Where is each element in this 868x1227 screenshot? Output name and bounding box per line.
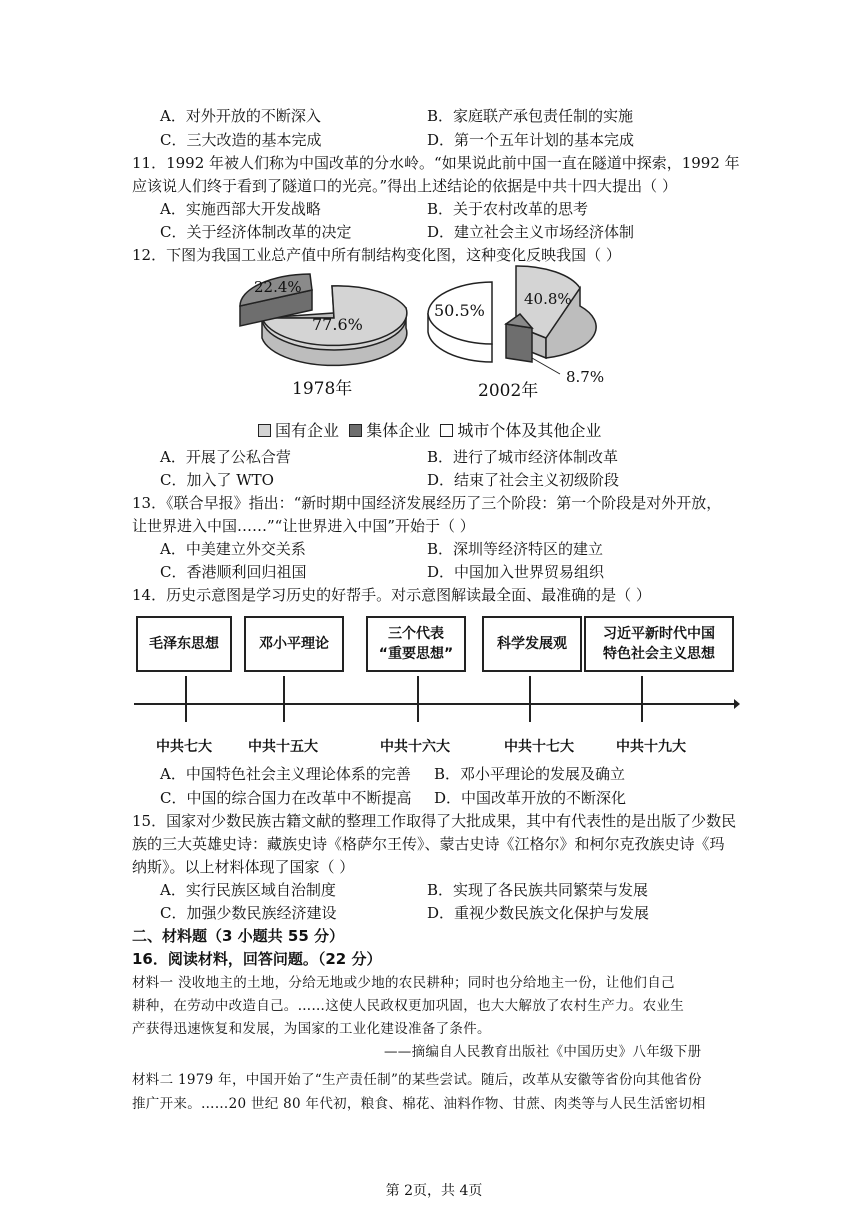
q13-option-c: C．香港顺利回归祖国 bbox=[160, 563, 307, 581]
timeline-box-deng bbox=[244, 616, 344, 672]
material1-line3: 产获得迅速恢复和发展，为国家的工业化建设准备了条件。 bbox=[132, 1021, 491, 1037]
q15-stem-line1: 15．国家对少数民族古籍文献的整理工作取得了大批成果，其中有代表性的是出版了少数民 bbox=[132, 812, 737, 830]
q14-option-d: D．中国改革开放的不断深化 bbox=[434, 789, 627, 807]
q10-option-a: A．对外开放的不断深入 bbox=[160, 107, 321, 125]
pie-legend bbox=[258, 418, 601, 441]
q14-option-c: C．中国的综合国力在改革中不断提高 bbox=[160, 789, 412, 807]
label-2002-private: 50.5% bbox=[434, 301, 485, 320]
legend-swatch-collective bbox=[349, 424, 362, 437]
label-2002-state: 40.8% bbox=[524, 290, 572, 308]
q15-stem-line3: 纳斯》。以上材料体现了国家（ ） bbox=[132, 858, 355, 876]
q13-option-b: B．深圳等经济特区的建立 bbox=[427, 540, 604, 558]
legend-private: 城市个体及其他企业 bbox=[457, 421, 602, 440]
q15-option-d: D．重视少数民族文化保护与发展 bbox=[427, 904, 650, 922]
label-1978-collective: 22.4% bbox=[254, 278, 302, 296]
q11-stem-line2: 应该说人们终于看到了隧道口的光亮。”得出上述结论的依据是中共十四大提出（ ） bbox=[132, 177, 677, 195]
timeline-box-xi-line1: 习近平新时代中国 bbox=[603, 626, 715, 642]
q12-option-b: B．进行了城市经济体制改革 bbox=[427, 448, 619, 466]
page-footer: 第 2页，共 4页 bbox=[385, 1183, 483, 1199]
q16-title: 16．阅读材料，回答问题。（22 分） bbox=[132, 950, 382, 968]
q13-option-d: D．中国加入世界贸易组织 bbox=[427, 563, 605, 581]
q13-stem-line1: 13．《联合早报》指出：“新时期中国经济发展经历了三个阶段：第一个阶段是对外开放， bbox=[132, 494, 722, 512]
q12-option-c: C．加入了 WTO bbox=[160, 471, 274, 489]
q11-option-b: B．关于农村改革的思考 bbox=[427, 200, 589, 218]
q12-option-a: A．开展了公私合营 bbox=[160, 448, 291, 466]
q15-option-c: C．加强少数民族经济建设 bbox=[160, 904, 337, 922]
congress-label-17: 中共十七大 bbox=[504, 739, 574, 755]
timeline-box-three-represents-line2: “重要思想” bbox=[378, 646, 454, 662]
congress-label-16: 中共十六大 bbox=[380, 739, 450, 755]
timeline-box-scientific-development-text: 科学发展观 bbox=[497, 636, 567, 652]
label-2002-collective: 8.7% bbox=[566, 368, 605, 386]
material1-source: ——摘编自人民教育出版社《中国历史》八年级下册 bbox=[384, 1044, 702, 1060]
q12-option-d: D．结束了社会主义初级阶段 bbox=[427, 471, 620, 489]
timeline-box-three-represents-line1: 三个代表 bbox=[388, 626, 444, 642]
timeline-box-xi-line2: 特色社会主义思想 bbox=[603, 646, 715, 662]
material2-line1: 材料二 1979 年，中国开始了“生产责任制”的某些尝试。随后，改革从安徽等省份向其他省份 bbox=[132, 1072, 702, 1088]
q10-option-d: D．第一个五年计划的基本完成 bbox=[427, 131, 635, 149]
legend-collective: 集体企业 bbox=[366, 421, 431, 440]
q13-option-a: A．中美建立外交关系 bbox=[160, 540, 306, 558]
congress-label-7: 中共七大 bbox=[156, 739, 212, 755]
timeline-box-mao-text: 毛泽东思想 bbox=[149, 636, 219, 652]
q10-option-c: C．三大改造的基本完成 bbox=[160, 131, 322, 149]
q11-option-c: C．关于经济体制改革的决定 bbox=[160, 223, 352, 241]
pie-chart-1978 bbox=[232, 268, 412, 398]
legend-swatch-private bbox=[440, 424, 453, 437]
timeline-axis bbox=[130, 672, 740, 732]
timeline-box-xi bbox=[584, 616, 734, 672]
q15-stem-line2: 族的三大英雄史诗：藏族史诗《格萨尔王传》、蒙古史诗《江格尔》和柯尔克孜族史诗《玛 bbox=[132, 835, 725, 853]
section-heading: 二、材料题（3 小题共 55 分） bbox=[132, 927, 344, 945]
q11-option-a: A．实施西部大开发战略 bbox=[160, 200, 321, 218]
q15-option-a: A．实行民族区域自治制度 bbox=[160, 881, 336, 899]
q15-option-b: B．实现了各民族共同繁荣与发展 bbox=[427, 881, 649, 899]
year-label-2002: 2002年 bbox=[478, 381, 539, 398]
timeline-box-mao bbox=[136, 616, 232, 672]
congress-label-19: 中共十九大 bbox=[616, 739, 686, 755]
congress-label-15: 中共十五大 bbox=[248, 739, 318, 755]
material2-line2: 推广开来。……20 世纪 80 年代初，粮食、棉花、油料作物、甘蔗、肉类等与人民生活密切相 bbox=[132, 1096, 706, 1112]
timeline-box-three-represents bbox=[366, 616, 466, 672]
timeline-box-deng-text: 邓小平理论 bbox=[259, 636, 329, 652]
material1-line1: 材料一 没收地主的土地，分给无地或少地的农民耕种；同时也分给地主一份，让他们自己 bbox=[132, 975, 675, 991]
pie-chart-2002 bbox=[420, 262, 620, 398]
material1-line2: 耕种，在劳动中改造自己。……这使人民政权更加巩固，也大大解放了农村生产力。农业生 bbox=[132, 998, 684, 1014]
q10-option-b: B．家庭联产承包责任制的实施 bbox=[427, 107, 634, 125]
q11-option-d: D．建立社会主义市场经济体制 bbox=[427, 223, 635, 241]
pie-2002-collective bbox=[506, 324, 532, 362]
q11-stem-line1: 11．1992 年被人们称为中国改革的分水岭。“如果说此前中国一直在隧道中探索，1992 年 bbox=[132, 154, 740, 172]
q12-stem: 12．下图为我国工业总产值中所有制结构变化图，这种变化反映我国（ ） bbox=[132, 246, 621, 264]
label-1978-state: 77.6% bbox=[312, 315, 363, 334]
q14-option-a: A．中国特色社会主义理论体系的完善 bbox=[160, 765, 411, 783]
q13-stem-line2: 让世界进入中国……”“让世界进入中国”开始于（ ） bbox=[132, 517, 475, 535]
timeline-diagram bbox=[130, 612, 740, 762]
year-label-1978: 1978年 bbox=[292, 379, 353, 398]
legend-swatch-state bbox=[258, 424, 271, 437]
q14-option-b: B．邓小平理论的发展及确立 bbox=[434, 765, 626, 783]
timeline-box-scientific-development bbox=[482, 616, 582, 672]
legend-state: 国有企业 bbox=[275, 421, 340, 440]
q14-stem: 14．历史示意图是学习历史的好帮手。对示意图解读最全面、最准确的是（ ） bbox=[132, 586, 651, 604]
